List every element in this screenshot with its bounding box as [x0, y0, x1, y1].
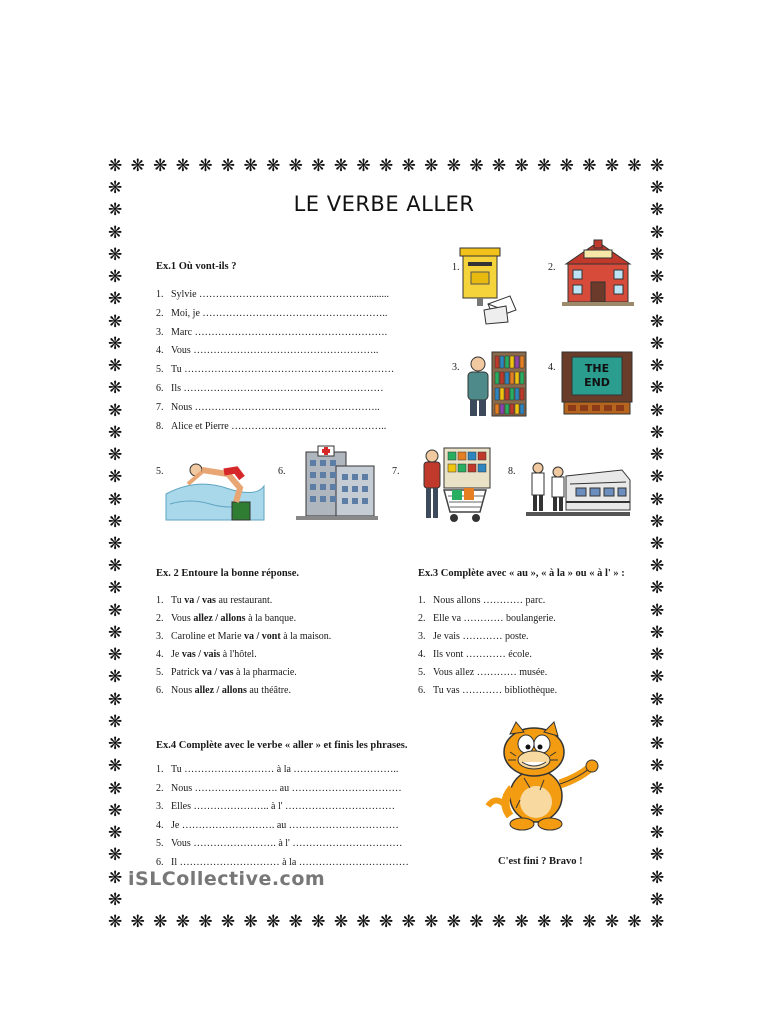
- ex2-item: [156, 685, 291, 696]
- item-number: 2.: [156, 782, 164, 794]
- item-blank-a: Elles …………………..: [171, 801, 271, 812]
- border-star: ❋: [514, 156, 529, 176]
- border-star: ❋: [537, 156, 552, 176]
- border-star: ❋: [650, 400, 665, 421]
- school-icon: [562, 240, 634, 308]
- item-number: 1.: [156, 764, 164, 775]
- border-star: ❋: [650, 534, 665, 554]
- border-star: ❋: [108, 534, 123, 554]
- border-star: ❋: [153, 912, 168, 932]
- ex2-heading: Ex. 2 Entoure la bonne réponse.: [156, 568, 300, 579]
- border-star: ❋: [108, 778, 123, 799]
- border-star: ❋: [650, 200, 665, 221]
- item-number: 1.: [156, 595, 164, 606]
- border-star: ❋: [627, 912, 642, 932]
- ex2-item: [156, 667, 297, 678]
- item-number: 8.: [156, 420, 164, 432]
- border-star: ❋: [198, 912, 213, 932]
- border-star: ❋: [650, 556, 665, 577]
- border-star: ❋: [108, 356, 123, 377]
- border-star: ❋: [243, 912, 258, 932]
- item-blank-a: Je ……………………….: [171, 819, 277, 831]
- border-star: ❋: [491, 912, 507, 932]
- border-star: ❋: [108, 756, 123, 777]
- border-star: ❋: [108, 333, 123, 354]
- border-star: ❋: [537, 912, 552, 932]
- border-star: ❋: [288, 156, 303, 176]
- final-message: C'est fini ? Bravo !: [498, 856, 583, 867]
- ex2-item: [156, 613, 296, 624]
- border-star: ❋: [650, 378, 665, 399]
- border-star: ❋: [650, 756, 665, 777]
- picture-number-1: 1.: [452, 262, 460, 273]
- ex2-item: [156, 595, 272, 606]
- border-star: ❋: [108, 667, 123, 688]
- item-number: 3.: [418, 631, 426, 642]
- border-star: ❋: [650, 711, 665, 732]
- border-star: ❋: [469, 912, 484, 932]
- item-blank-b: ……………………………: [282, 801, 396, 812]
- border-star: ❋: [108, 845, 123, 866]
- border-star: ❋: [650, 467, 665, 488]
- watermark-logo: iSLCollective.com: [128, 868, 326, 890]
- border-star: ❋: [650, 734, 665, 755]
- border-star: ❋: [130, 912, 145, 932]
- item-text: Sylvie ……………………………………………........: [171, 289, 390, 300]
- item-text: Moi, je ………………………………………………..: [171, 307, 388, 319]
- border-star: ❋: [108, 889, 123, 910]
- ex4-item: [156, 764, 398, 775]
- ex1-item: [156, 402, 380, 413]
- border-star: ❋: [175, 156, 190, 176]
- border-star: ❋: [108, 867, 123, 888]
- item-text: Elle va ………… boulangerie.: [433, 613, 556, 624]
- item-post: au théâtre.: [246, 685, 291, 696]
- border-star: ❋: [650, 778, 665, 799]
- border-star: ❋: [108, 289, 123, 310]
- item-text: Vous allez ………… musée.: [433, 667, 548, 678]
- border-star: ❋: [108, 422, 123, 443]
- border-star: ❋: [108, 267, 123, 288]
- verb-choice: va / vont: [244, 631, 281, 642]
- border-star: ❋: [401, 912, 416, 932]
- border-star: ❋: [650, 889, 665, 910]
- item-blank-b: ……………………………: [289, 782, 402, 794]
- border-star: ❋: [108, 200, 123, 221]
- item-text: Alice et Pierre ………………………………………..: [171, 420, 387, 432]
- border-star: ❋: [108, 823, 123, 844]
- item-preposition: à la: [276, 764, 291, 775]
- picture-number-7: 7.: [392, 466, 400, 477]
- item-number: 1.: [418, 595, 426, 606]
- border-star: ❋: [469, 156, 484, 176]
- border-star: ❋: [491, 156, 507, 176]
- border-star: ❋: [650, 244, 665, 265]
- item-number: 6.: [156, 383, 164, 394]
- border-star: ❋: [650, 800, 665, 821]
- border-star: ❋: [650, 823, 665, 844]
- border-star: ❋: [650, 912, 665, 932]
- item-number: 2.: [156, 613, 164, 624]
- border-star: ❋: [650, 645, 665, 666]
- border-star: ❋: [108, 556, 123, 577]
- border-star: ❋: [153, 156, 168, 176]
- verb-choice: va / vas: [201, 667, 234, 678]
- item-number: 6.: [418, 685, 426, 696]
- border-star: ❋: [198, 156, 213, 176]
- item-text: Ils vont ………… école.: [433, 649, 532, 660]
- ex1-item: [156, 327, 387, 338]
- border-star: ❋: [108, 711, 123, 732]
- item-preposition: à l': [271, 801, 283, 812]
- border-star: ❋: [627, 156, 642, 176]
- item-number: 3.: [156, 631, 164, 642]
- border-star: ❋: [220, 156, 236, 176]
- item-text: Je vais ………… poste.: [433, 631, 529, 642]
- item-post: à l'hôtel.: [220, 649, 257, 660]
- border-star: ❋: [582, 156, 597, 176]
- item-pre: Patrick: [171, 667, 202, 678]
- ex2-item: [156, 649, 257, 660]
- border-star: ❋: [108, 378, 123, 399]
- border-star: ❋: [108, 912, 123, 932]
- item-preposition: au: [276, 819, 287, 831]
- item-blank-a: Il …………………………: [171, 856, 283, 868]
- the-end-line-1: THE: [584, 362, 610, 375]
- item-number: 4.: [418, 649, 426, 660]
- border-star: ❋: [220, 912, 236, 932]
- border-star: ❋: [650, 267, 665, 288]
- ex1-item: [156, 421, 386, 432]
- border-star: ❋: [582, 912, 597, 932]
- border-star: ❋: [650, 689, 665, 710]
- border-star: ❋: [379, 912, 394, 932]
- ex2-item: [156, 631, 331, 642]
- item-pre: Nous: [171, 685, 195, 696]
- verb-choice: vas / vais: [181, 649, 221, 660]
- item-number: 3.: [156, 326, 164, 338]
- item-number: 1.: [156, 289, 164, 300]
- ex4-item: [156, 820, 399, 831]
- hospital-icon: [296, 446, 378, 522]
- item-post: au restaurant.: [215, 595, 273, 606]
- border-star: ❋: [108, 689, 123, 710]
- border-star: ❋: [446, 156, 461, 176]
- item-pre: Tu: [171, 595, 185, 606]
- border-star: ❋: [650, 845, 665, 866]
- item-number: 5.: [156, 838, 164, 849]
- border-star: ❋: [108, 244, 123, 265]
- item-post: à la maison.: [280, 631, 332, 642]
- item-pre: Caroline et Marie: [171, 631, 245, 642]
- item-blank-b: ……………………………: [286, 819, 399, 831]
- item-preposition: à l': [278, 838, 290, 849]
- border-star: ❋: [650, 511, 665, 532]
- border-star: ❋: [311, 912, 326, 932]
- item-number: 5.: [418, 667, 426, 678]
- picture-number-4: 4.: [548, 362, 556, 373]
- item-text: Tu vas ………… bibliothèque.: [433, 685, 558, 696]
- border-star: ❋: [650, 622, 665, 643]
- border-star: ❋: [108, 400, 123, 421]
- border-star: ❋: [650, 222, 665, 243]
- ex1-item: [156, 289, 389, 300]
- item-blank-a: Tu ………………………: [171, 764, 277, 775]
- item-number: 3.: [156, 801, 164, 812]
- item-post: à la pharmacie.: [233, 667, 297, 678]
- border-star: ❋: [108, 445, 123, 466]
- item-post: à la banque.: [245, 613, 297, 624]
- cinema-icon: [562, 352, 632, 416]
- border-star: ❋: [108, 800, 123, 821]
- border-star: ❋: [604, 912, 620, 932]
- border-star: ❋: [604, 156, 620, 176]
- ex1-item: [156, 364, 394, 375]
- border-star: ❋: [288, 912, 303, 932]
- picture-number-6: 6.: [278, 466, 286, 477]
- ex1-heading: Ex.1 Où vont-ils ?: [156, 261, 237, 272]
- verb-choice: allez / allons: [194, 685, 247, 696]
- item-number: 2.: [418, 613, 426, 624]
- ex3-item: [418, 685, 557, 696]
- border-star: ❋: [108, 622, 123, 643]
- border-star: ❋: [356, 912, 371, 932]
- picture-number-8: 8.: [508, 466, 516, 477]
- ex3-item: [418, 667, 547, 678]
- item-number: 4.: [156, 345, 164, 357]
- border-star: ❋: [650, 489, 665, 510]
- garfield-cartoon-icon: [486, 722, 598, 832]
- supermarket-icon: [418, 446, 492, 526]
- item-pre: Je: [171, 649, 182, 660]
- border-star: ❋: [356, 156, 371, 176]
- ex4-item: [156, 857, 409, 868]
- border-star: ❋: [333, 912, 349, 932]
- page-title: LE VERBE ALLER: [293, 192, 475, 216]
- border-star: ❋: [379, 156, 394, 176]
- border-star: ❋: [108, 222, 123, 243]
- item-number: 7.: [156, 401, 164, 413]
- border-star: ❋: [175, 912, 190, 932]
- border-star: ❋: [424, 156, 439, 176]
- ex3-item: [418, 613, 556, 624]
- border-star: ❋: [650, 333, 665, 354]
- border-star: ❋: [650, 867, 665, 888]
- item-blank-a: Vous …………………….: [171, 838, 279, 849]
- ex1-item: [156, 345, 378, 356]
- ex4-item: [156, 801, 395, 812]
- border-star: ❋: [108, 311, 123, 332]
- verb-choice: va / vas: [184, 595, 216, 606]
- border-star: ❋: [650, 600, 665, 621]
- item-number: 6.: [156, 685, 164, 696]
- border-star: ❋: [333, 156, 349, 176]
- border-star: ❋: [108, 578, 123, 599]
- item-text: Nous ………………………………………………..: [171, 401, 380, 413]
- item-blank-b: …………………………..: [290, 764, 399, 775]
- border-star: ❋: [108, 645, 123, 666]
- the-end-line-2: END: [584, 376, 610, 389]
- border-star: ❋: [108, 511, 123, 532]
- border-star: ❋: [243, 156, 258, 176]
- ex3-item: [418, 595, 545, 606]
- item-text: Ils ……………………………………………………: [171, 383, 384, 394]
- swimming-pool-icon: [166, 458, 264, 524]
- border-star: ❋: [650, 311, 665, 332]
- item-number: 2.: [156, 307, 164, 319]
- verb-choice: allez / allons: [193, 613, 246, 624]
- item-blank-a: Nous …………………….: [171, 782, 280, 794]
- border-star: ❋: [130, 156, 145, 176]
- border-star: ❋: [650, 178, 665, 199]
- ex4-heading: Ex.4 Complète avec le verbe « aller » et finis les phrases.: [156, 740, 408, 751]
- item-preposition: au: [279, 782, 290, 794]
- ex1-item: [156, 383, 384, 394]
- picture-number-3: 3.: [452, 362, 460, 373]
- item-preposition: à la: [282, 856, 297, 868]
- item-text: Vous ………………………………………………..: [171, 345, 379, 357]
- border-star: ❋: [108, 467, 123, 488]
- item-text: Nous allons ………… parc.: [433, 595, 546, 606]
- ex4-item: [156, 783, 402, 794]
- border-star: ❋: [650, 578, 665, 599]
- border-star: ❋: [559, 156, 574, 176]
- border-star: ❋: [650, 445, 665, 466]
- border-star: ❋: [424, 912, 439, 932]
- border-star: ❋: [650, 422, 665, 443]
- item-pre: Vous: [171, 613, 194, 624]
- border-star: ❋: [446, 912, 461, 932]
- library-icon: [464, 352, 528, 418]
- ex3-item: [418, 631, 529, 642]
- item-number: 5.: [156, 364, 164, 376]
- border-star: ❋: [401, 156, 416, 176]
- border-star: ❋: [650, 289, 665, 310]
- border-star: ❋: [108, 600, 123, 621]
- item-number: 4.: [156, 819, 164, 831]
- ex1-item: [156, 308, 387, 319]
- border-star: ❋: [650, 667, 665, 688]
- border-star: ❋: [108, 489, 123, 510]
- border-star: ❋: [311, 156, 326, 176]
- border-star: ❋: [108, 156, 123, 176]
- border-star: ❋: [108, 734, 123, 755]
- item-blank-b: ……………………………: [296, 856, 409, 868]
- ex4-item: [156, 838, 402, 849]
- ex3-heading: Ex.3 Complète avec « au », « à la » ou « à l' » :: [418, 568, 625, 579]
- border-star: ❋: [108, 178, 123, 199]
- border-star: ❋: [514, 912, 529, 932]
- train-station-icon: [526, 458, 630, 520]
- border-star: ❋: [266, 156, 281, 176]
- picture-number-5: 5.: [156, 466, 164, 477]
- ex3-item: [418, 649, 532, 660]
- item-number: 4.: [156, 649, 164, 660]
- mailbox-icon: [458, 248, 518, 326]
- item-number: 6.: [156, 856, 164, 868]
- border-star: ❋: [650, 356, 665, 377]
- item-number: 5.: [156, 667, 164, 678]
- item-text: Tu ………………………………………………………: [171, 364, 395, 376]
- item-text: Marc ………………………………………………….: [171, 326, 388, 338]
- border-star: ❋: [266, 912, 281, 932]
- item-blank-b: ……………………………: [289, 838, 403, 849]
- border-star: ❋: [559, 912, 574, 932]
- border-star: ❋: [650, 156, 665, 176]
- picture-number-2: 2.: [548, 262, 556, 273]
